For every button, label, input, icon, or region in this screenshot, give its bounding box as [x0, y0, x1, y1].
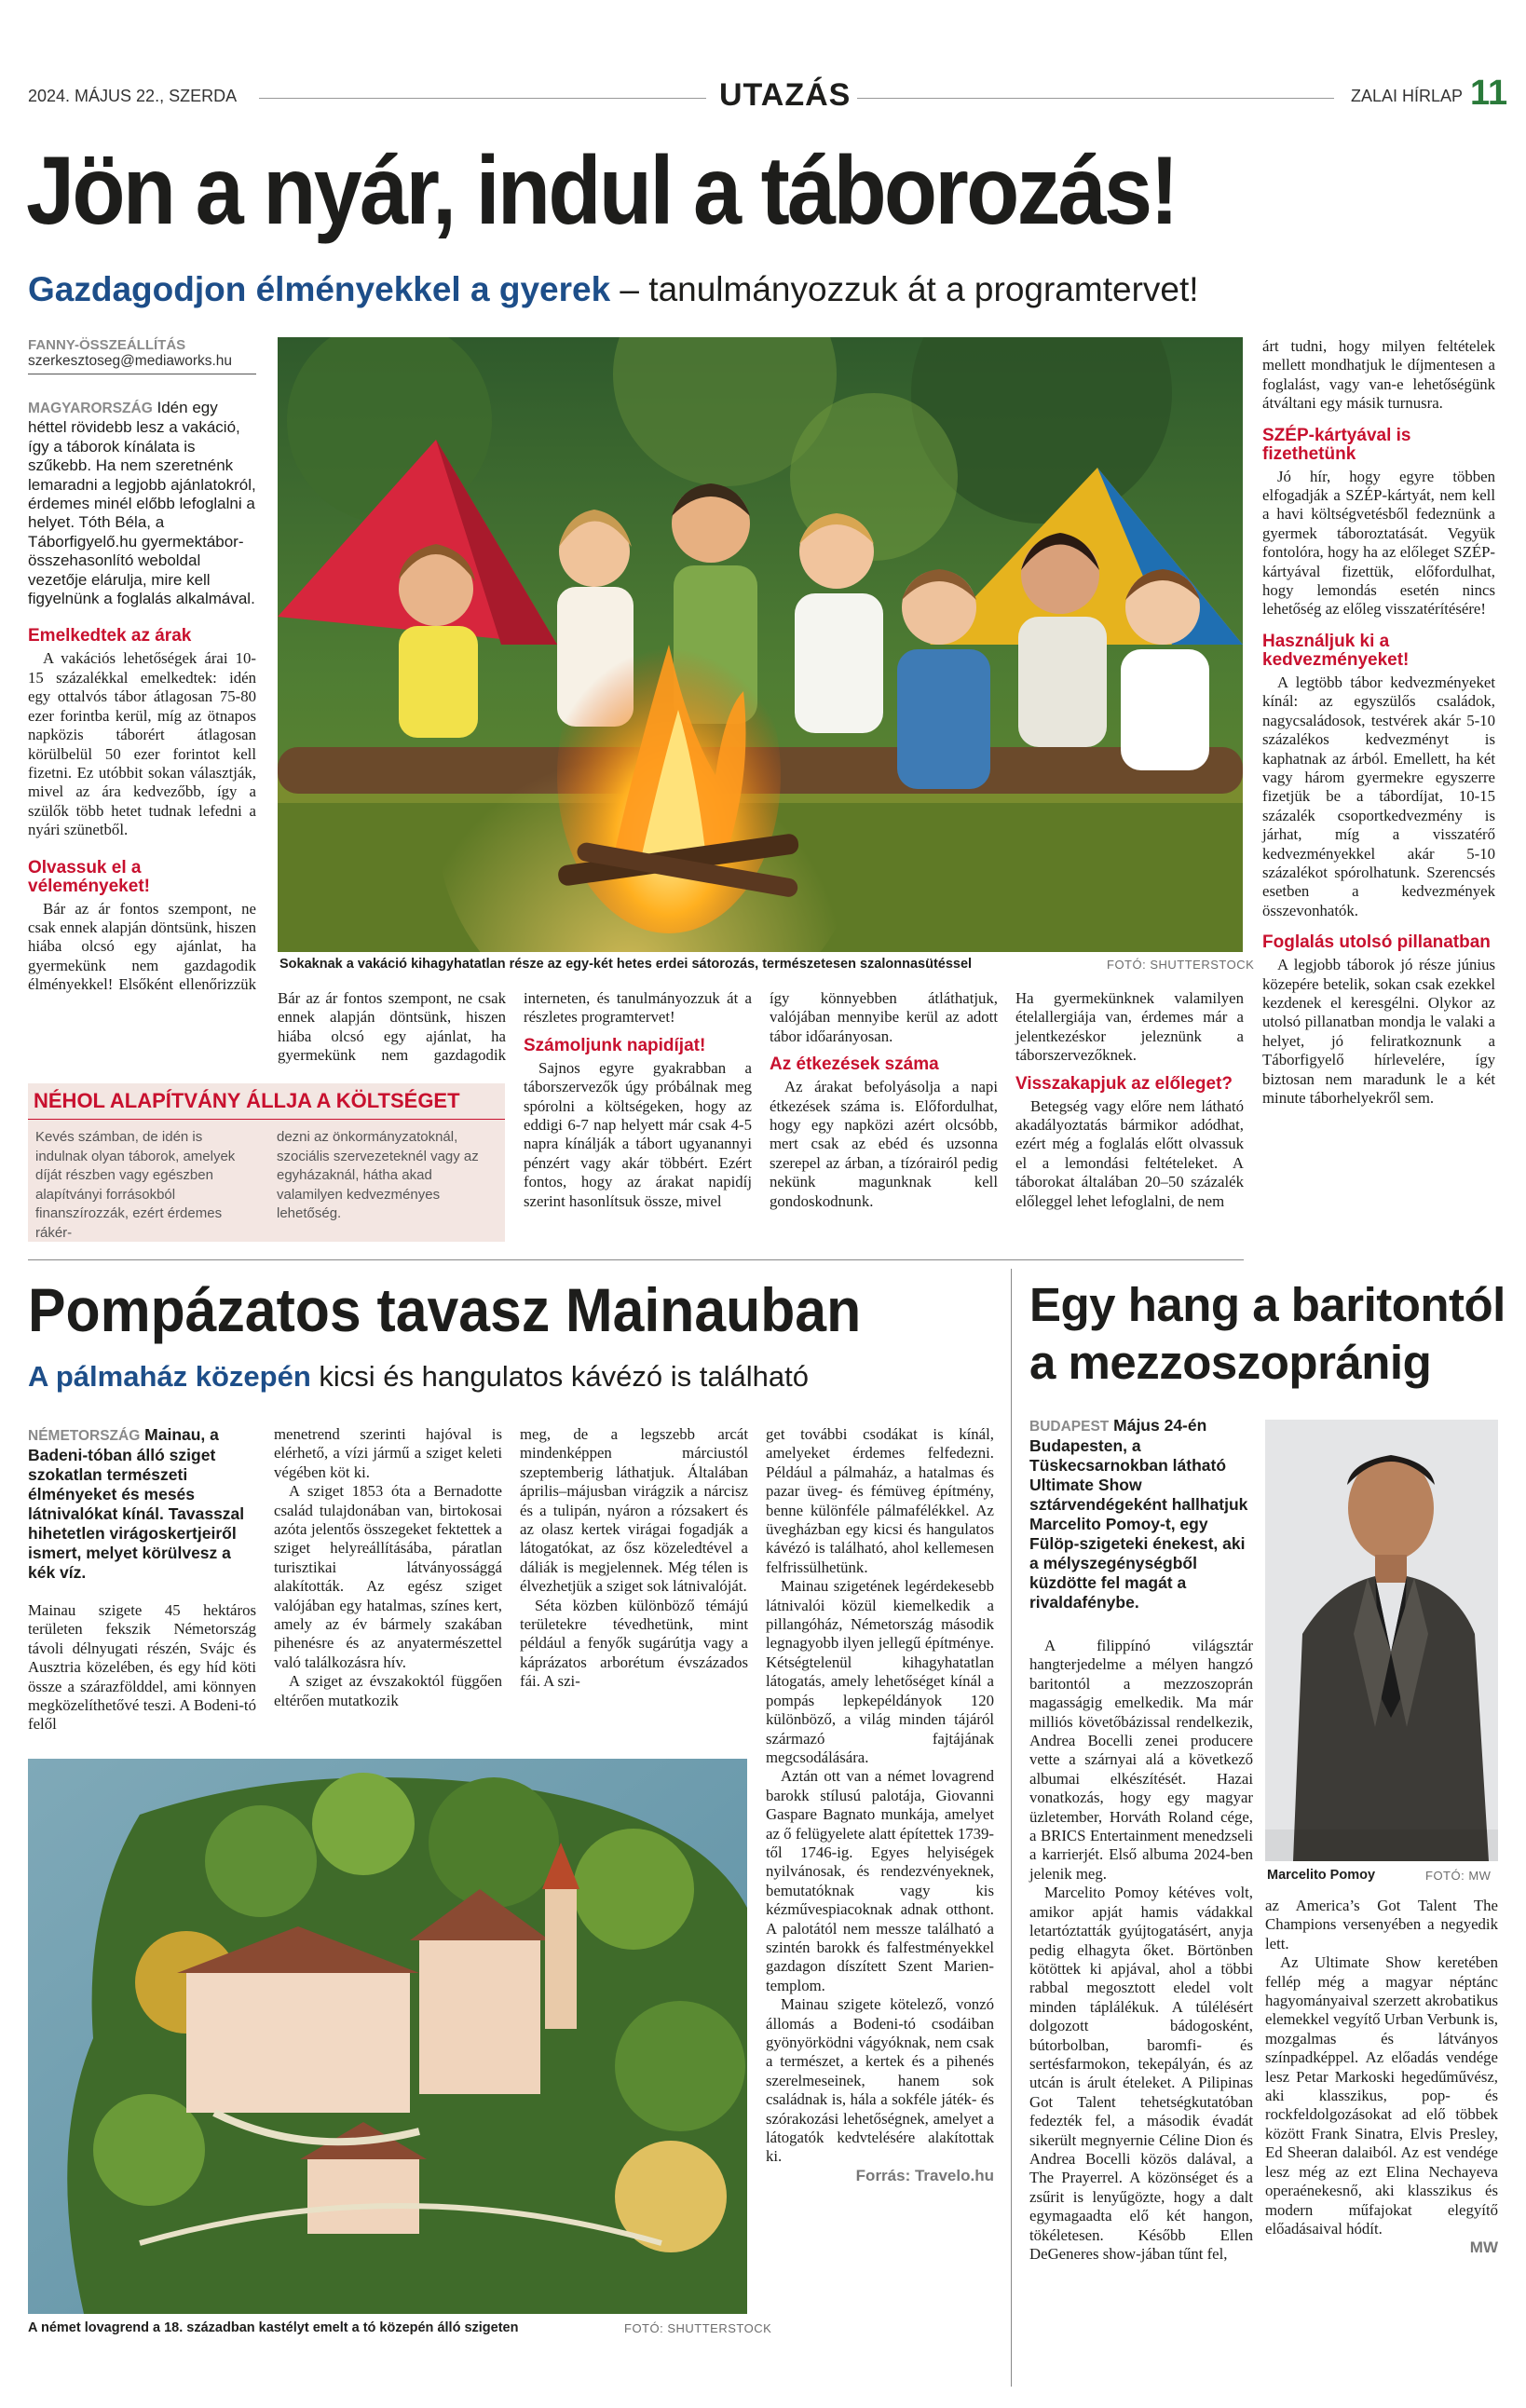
a1-box-p2: dezni az önkormányzatoknál, szociális szervezeteknél vagy az egyházaknál, hátha akad valamilyen kedvezményes lehetőség.: [277, 1129, 479, 1221]
a3-title: Egy hang a baritontól a mezzoszopránig: [1029, 1278, 1506, 1389]
a2-p4b: Mainau szigetének legérdekesebb látnivalói közül kiemelkedik a pillangóház, Németország második legnagyobb ilyen jellegű építménye. Kétségtelenül kihagyhatatlan látogatás, amely lehetőséget kínál a pompás lepkepéldányok 120 különböző, a világ minden tájáról származó fajtájának megcsodálására.: [766, 1577, 994, 1766]
page-number: 11: [1470, 74, 1508, 113]
header-paper: ZALAI HÍRLAP: [1351, 87, 1464, 105]
a1-subtitle-highlight: Gazdagodjon élményekkel a gyerek: [28, 270, 611, 308]
a2-title: Pompázatos tavasz Mainauban: [28, 1275, 862, 1344]
a2-lead: [28, 1425, 256, 1583]
mainau-credit: FOTÓ: SHUTTERSTOCK: [624, 2321, 772, 2335]
a1-col5: [1015, 989, 1244, 1211]
a3-col2: [1265, 1897, 1498, 2258]
a2-p2b: A sziget 1853 óta a Bernadotte család tulajdonában van, birtokosai azóta jelentős összegeket fektettek a sziget helyreállításába, páratlan turisztikai látványossággá alakították. Az egész sziget valójában egy hatalmas, színes kert, amely az év bármely szakában pihenésre és az anyatermészettel való találkozásra hív.: [274, 1482, 502, 1671]
a3-p3: az America’s Got Talent The Champions versenyében a negyedik lett.: [1265, 1897, 1498, 1952]
a1-box-p1: Kevés számban, de idén is indulnak olyan táborok, amelyek díját részben vagy egészben alapítványi forrásokból finanszírozzák, ezért érdemes rákér-: [35, 1129, 236, 1241]
a3-lead-kicker: BUDAPEST: [1029, 1419, 1110, 1435]
a2-p3: meg, de a legszebb arcát mindenképpen márciustól szeptemberig láthatjuk. Általában április–májusban virágzik a nárcisz és a tulipán, nyáron a rózsakert és az olasz kertek virágai fogadják a látogatókat, az ősz közeledtével a dáliák is megjelennek. Még télen is élvezhetjük a sziget sok látnivalóját.: [520, 1425, 748, 1596]
a1-title: Jön a nyár, indul a táborozás!: [26, 137, 1177, 245]
page-header: [28, 74, 1508, 116]
a1-subtitle: [28, 270, 1199, 309]
singer-illustration: [1265, 1420, 1498, 1861]
a1-col6: [1262, 337, 1495, 1108]
campfire-photo: [278, 337, 1243, 952]
a1-p-szep: Jó hír, hogy egyre többen elfogadják a SZÉP-kártyát, nem kell a havi költségvetésből fedeznünk a gyermek táboroztatását. Vegyük fontolóra, hogy ha az előleget SZÉP-kártyával fizettük, előfordulhat, hogy lemondás esetén nincs lehetőség az előleg visszatérítésére!: [1262, 467, 1495, 619]
a2-subtitle: [28, 1360, 809, 1394]
a1-h-kedvezmeny: Használjuk ki a kedvezményeket!: [1262, 631, 1410, 670]
a2-p4: get további csodákat is kínál, amelyeket érdemes felfedezni. Például a pálmaház, a hatalmas és pazar üveg- és fémüveg építmény, benne különféle pálmafélékkel. Az üvegházban egy kicsi és hangulatos kávézó is található, ahol kellemesen felfrissülhetünk.: [766, 1425, 994, 1576]
a2-p2c: A sziget az évszakoktól függően eltérően mutatkozik: [274, 1672, 502, 1709]
a1-lead-kicker: MAGYARORSZÁG: [28, 401, 153, 416]
a1-p-velemeny: Bár az ár fontos szempont, ne csak ennek alapján döntsünk, hiszen hiába olcsó egy ajánlat, ha gyermekünk nem gazdagodik élményekkel! Elsőként ellenőrizzük: [28, 899, 256, 994]
header-section: UTAZÁS: [719, 77, 852, 113]
campfire-caption: Sokaknak a vakáció kihagyhatatlan része az egy-két hetes erdei sátorozás, természetesen szalonnasütéssel: [279, 957, 973, 972]
singer-photo: [1265, 1420, 1498, 1861]
a2-p2a: menetrend szerinti hajóval is elérhető, a vízi jármű a sziget keleti végében köt ki.: [274, 1425, 502, 1481]
a1-p-col6-top: árt tudni, hogy milyen feltételek mellett mondhatjuk le díjmentesen a foglalást, vagy van-e lehetőségünk átváltani egy másik turnusra.: [1262, 337, 1495, 413]
a1-h-etkezes: Az étkezések száma: [770, 1054, 939, 1075]
a1-p-col4-top: így könnyebben átláthatjuk, valójában mennyibe kerül az adott tábor időarányosan.: [770, 989, 998, 1045]
mainau-illustration: [28, 1759, 747, 2314]
a1-h-eloleg: Visszakapjuk az előleget?: [1015, 1073, 1233, 1094]
a3-lead-text: Május 24-én Budapesten, a Tüskecsarnokban látható Ultimate Show sztárvendégeként hallhatjuk Marcelito Pomoy-t, egy Fülöp-szigeteki énekest, aki a mélyszegénységből küzdötte fel magát a rivaldafénybe.: [1029, 1416, 1248, 1612]
a2-subtitle-highlight: A pálmaház közepén: [28, 1360, 311, 1393]
a1-p-etkezes: Az árakat befolyásolja a napi étkezések száma is. Előfordulhat, hogy egy napközi azért olcsóbb, mert csak az ebéd és uzsonna szerepel az árban, a tízórairól pedig nekünk magunknak kell gondoskodnunk.: [770, 1078, 998, 1210]
a2-col4: [766, 1425, 994, 2185]
a1-email: szerkesztoseg@mediaworks.hu: [28, 353, 256, 374]
a1-p-arak: A vakációs lehetőségek árai 10-15 százalékkal emelkedtek: idén egy ottalvós tábor átlagosan 75-80 ezer forintba kerül, míg az ötnapos napközis táborért átlagosan körülbelül 50 ezer forintot kell fizetni. Ez utóbbit sokan választják, mivel az ára kedvezőbb, így a szülők több hetet tudnak lefedni a nyári szünetből.: [28, 649, 256, 839]
a1-col1: [28, 337, 256, 995]
a3-col1: [1029, 1637, 1253, 2264]
a2-lead-kicker: NÉMETORSZÁG: [28, 1428, 141, 1444]
header-rule-left: [259, 98, 706, 99]
section-divider: [28, 1259, 1244, 1260]
a2-source: Forrás: Travelo.hu: [855, 2166, 994, 2184]
a1-box-rule: [28, 1119, 505, 1120]
a1-col3: [524, 989, 752, 1211]
a1-col4: [770, 989, 998, 1211]
a3-lead-col: [1029, 1416, 1253, 1612]
a1-author: FANNY-ÖSSZEÁLLÍTÁS: [28, 337, 186, 353]
a2-col1: [28, 1425, 256, 1735]
a2-lead-text: Mainau, a Badeni-tóban álló sziget szokatlan természeti élményeket és mesés látnivalókat kínál. Tavasszal hihetetlen virágoskertjeiről ismert, melyet körülvesz a kék víz.: [28, 1425, 245, 1582]
a2-col3: [520, 1425, 748, 1692]
a1-h-foglalas: Foglalás utolsó pillanatban: [1262, 932, 1491, 953]
singer-credit: FOTÓ: MW: [1425, 1869, 1492, 1883]
a3-p4: Az Ultimate Show keretében fellép még a magyar néptánc hagyományaival szerzett akrobatikus elemekkel vegyítő Urban Verbunk is, mozgalmas és látványos színpadképpel. Az előadás vendége lesz Petar Markoski hegedűművész, aki klasszikus, pop- és rockfeldolgozásokat ad elő többek között Frank Sinatra, Elvis Presley, Ed Sheeran dalaiból. Az est vendége lesz még az ezt Elina Nechayeva operaénekesnő, aki klasszikus és modern műfajokat elegyítő előadásaival hódít.: [1265, 1953, 1498, 2238]
a3-p1: A filippínó világsztár hangterjedelme a mélyen hangzó baritontól a mezzoszoprán magasságig emelkedik. Ma már milliós követőbázissal rendelkezik, Andrea Bocelli zenei producere vette a szárnyai alá a következő albumai elkészítését. Hazai vonatkozás, hogy egy magyar üzletember, Horváth Roland cége, a BRICS Entertainment menedzseli a karrierjét. Első albuma 2024-ben jelenik meg.: [1029, 1637, 1253, 1883]
a2-col2: [274, 1425, 502, 1710]
a3-p2: Marcelito Pomoy kétéves volt, amikor apját hamis vádakkal letartóztatták gyújtogatásért, anyja pedig elhagyta őket. Börtönben kötöttek ki apjával, ahol a többi rabbal megosztott eledel volt minden táplálékuk. A túlélésért dolgozott bádogosként, bútorbolban, baromfi- és sertésfarmokon, tekepályán, és az utcán is árult ételeket. A Pilipinas Got Talent tehetségkutatóban fedezték fel, a második évadát sikerült megnyernie Céline Dion és Andrea Bocelli közös dalával, a The Prayerrel. A közönséget és a zsűrit is lenyűgözte, hogy a dalt egymagaadta elő két hangon, tökéletesen. Később Ellen DeGeneres show-jában tűnt fel,: [1029, 1884, 1253, 2263]
a1-box-title: NÉHOL ALAPÍTVÁNY ÁLLJA A KÖLTSÉGET: [34, 1089, 460, 1112]
mainau-photo: [28, 1759, 747, 2314]
a1-p-napidij: Sajnos egyre gyakrabban a táborszervezők úgy próbálnak meg spórolni a költségeken, hogy az eddigi 6-7 nap helyett már csak 4-5 napra kínálják a tábort ugyanannyi pénzért vagy akár többért. Ezért fontos, hogy az árakat napidíj szerint hasonlítsuk össze, mivel: [524, 1058, 752, 1210]
a1-h-arak: Emelkedtek az árak: [28, 626, 192, 646]
campfire-illustration: [278, 337, 1243, 952]
a1-h-szep: SZÉP-kártyával is fizethetünk: [1262, 425, 1411, 464]
a2-p4c: Aztán ott van a német lovagrend barokk stílusú palotája, Giovanni Gaspare Bagnato munkája, amelyet az ő felügyelete alatt építettek 1739-től 1746-ig. Egyes helyiségek nyilvánosak, és rendezvényeknek, bemutatóknak vagy kis kézművespiacoknak adnak otthont. A palotától nem messze található a szintén barokk és falfestményekkel gazdagon díszített Szent Marien-templom.: [766, 1767, 994, 1994]
a2-p4d: Mainau szigete kötelező, vonzó állomás a Bodeni-tó csodáiban gyönyörködni vágyóknak, nem csak a természet, a kertek és a pihenés szerelmeseinek, hanem sok családnak is, hála a sokféle játék- és szórakozási lehetőségnek, amelyet a látogatók kedvtelésére alakítottak ki.: [766, 1995, 994, 2166]
a1-h-velemeny: Olvassuk el a véleményeket!: [28, 857, 150, 896]
a1-info-box: [28, 1083, 505, 1242]
column-divider: [1011, 1269, 1012, 2387]
singer-caption: Marcelito Pomoy: [1267, 1868, 1376, 1883]
a2-subtitle-rest: kicsi és hangulatos kávézó is található: [310, 1360, 809, 1393]
a2-p1: Mainau szigete 45 hektáros területen fekszik Németország távoli délnyugati részén, Svájc és Ausztria közelében, és egy híd köti össze a szárazfölddel, ami könnyen megközelíthetővé teszi. A Bodeni-tó felől: [28, 1601, 256, 1734]
a1-col2: [278, 989, 506, 1066]
a1-lead-text: Idén egy héttel rövidebb lesz a vakáció, így a táborok kínálata is szűkebb. Ha nem szeretnénk lemaradni a legjobb ajánlatokról, érdemes minél előbb lefoglalni a helyet. Tóth Béla, a Táborfigyelő.hu gyermektábor-összehasonlító weboldal vezetője elárulja, mire kell figyelnünk a foglalás alkalmával.: [28, 399, 256, 608]
a1-p-col5-top: Ha gyermekünknek valamilyen ételallergiája van, érdemes már a jelentkezéskor jeleznünk a táborszervezőknek.: [1015, 989, 1244, 1065]
a1-p-foglalas: A legjobb táborok jó része június közepére betelik, sokan csak ezekkel kezdenek el keresgélni. Olykor az utolsó pillanatban mondja le valaki a helyet, jó feliratkoznunk a Táborfigyelő hírlevelére, így biztosan nem maradunk le a két minute táborhelyekről sem.: [1262, 956, 1495, 1107]
a3-lead: [1029, 1416, 1253, 1612]
a1-p-velemeny2: interneten, és tanulmányozzuk át a részletes programtervet!: [524, 989, 752, 1027]
a1-lead: [28, 399, 256, 608]
a2-p3b: Séta közben különböző témájú területekre tévedhetünk, mint például a fenyők sugárútja vagy a káprázatos arborétum évszázados fái. A szi-: [520, 1596, 748, 1691]
header-date: 2024. MÁJUS 22., SZERDA: [28, 87, 238, 105]
a1-p-eloleg: Betegség vagy előre nem látható akadályoztatás bármikor adódhat, ezért még a foglalás előtt olvassuk el a lemondási feltételeket. A táborokat általában 20–50 százalék előleggel lehet lefoglalni, de nem: [1015, 1096, 1244, 1210]
a1-subtitle-rest: – tanulmányozzuk át a programtervet!: [610, 270, 1199, 308]
mainau-caption: A német lovagrend a 18. században kastélyt emelt a tó közepén álló szigeten: [28, 2320, 519, 2335]
a1-p-velemeny-cont: Bár az ár fontos szempont, ne csak ennek alapján döntsünk, hiszen hiába olcsó egy ajánlat, ha gyermekünk nem gazdagodik: [278, 989, 506, 1065]
a1-h-napidij: Számoljunk napidíjat!: [524, 1035, 706, 1055]
campfire-credit: FOTÓ: SHUTTERSTOCK: [1107, 958, 1255, 972]
a1-p-kedvezmeny: A legtöbb tábor kedvezményeket kínál: az egyszülős családok, nagycsaládosok, testvérek akár 5-10 százalékos kedvezményt is kaphatnak az árból. Emellett, ha két vagy három gyermekre egyszerre fizetjük be a tábordíjat, 10-15 százalék csoportkedvezmény is járhat, míg a visszatérő kedvezményekkel akár 5-10 százalékot spórolhatunk. Szerencsés esetben a kedvezmények összevonhatók.: [1262, 673, 1495, 919]
a3-sign: MW: [1469, 2238, 1498, 2257]
header-rule-right: [857, 98, 1334, 99]
